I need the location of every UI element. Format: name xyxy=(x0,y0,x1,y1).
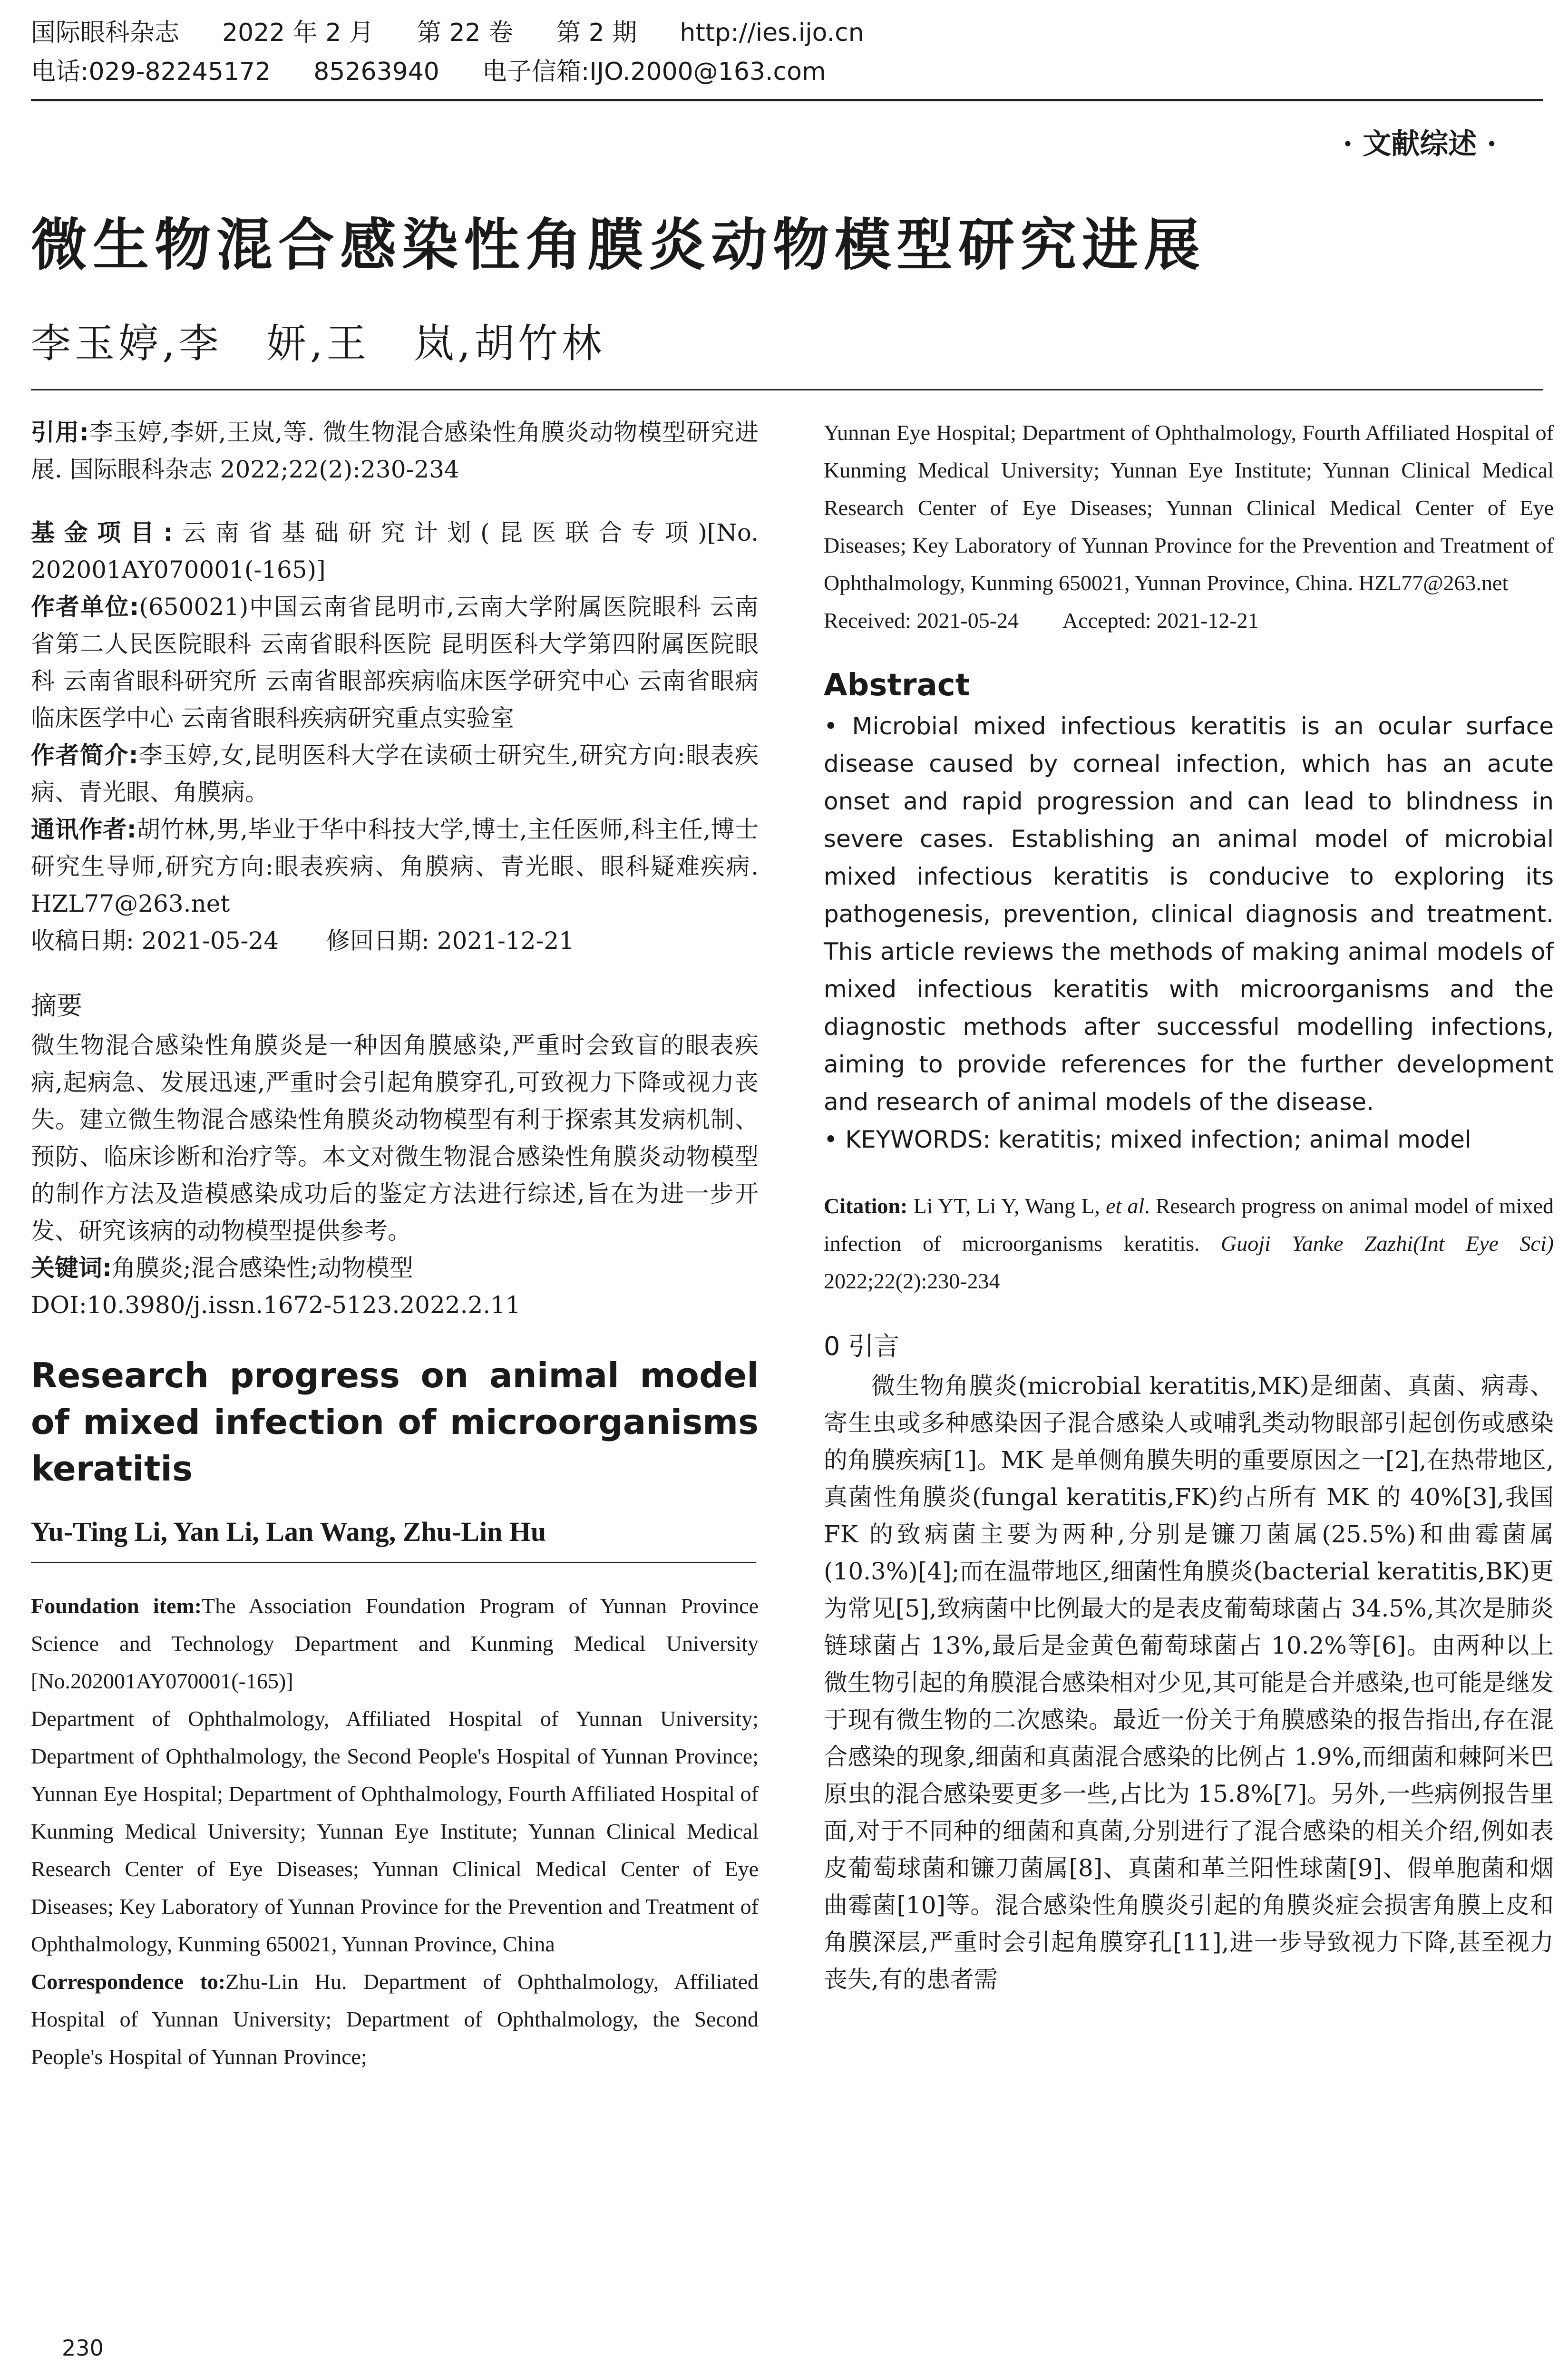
foundation-label: Foundation item: xyxy=(31,1594,202,1618)
citation-cn xyxy=(31,414,759,488)
citation-en-etal: et al xyxy=(1106,1194,1145,1218)
corresponding-author-cn xyxy=(31,811,759,922)
authors-cn: 李玉婷,李 妍,王 岚,胡竹林 xyxy=(31,320,606,367)
header-line-1 xyxy=(31,13,1543,52)
citation-en-journal: Guoji Yanke Zazhi(Int Eye Sci) xyxy=(1220,1231,1554,1256)
citation-en-title: . Research progress on animal model of mixed infection of microorganisms keratitis. xyxy=(824,1194,1554,1256)
issue-date: 2022 年 2 月 xyxy=(222,19,374,47)
header-line-2 xyxy=(31,52,1543,91)
email[interactable]: 电子信箱:IJO.2000@163.com xyxy=(482,58,826,86)
keywords-cn xyxy=(31,1249,759,1286)
citation-text: 李玉婷,李妍,王岚,等. 微生物混合感染性角膜炎动物模型研究进展. 国际眼科杂志 2022;22(2):230-234 xyxy=(31,419,759,483)
keywords-en: • KEYWORDS: keratitis; mixed infection; animal model xyxy=(824,1126,1471,1153)
doi[interactable]: DOI:10.3980/j.issn.1672-5123.2022.2.11 xyxy=(31,1291,521,1319)
affiliation-cn xyxy=(31,588,759,737)
corr-label: 通讯作者: xyxy=(31,816,136,843)
title-divider xyxy=(31,389,1543,390)
fund-label: 基金项目: xyxy=(31,519,173,546)
keywords-text: 角膜炎;混合感染性;动物模型 xyxy=(112,1254,413,1282)
citation-en-volume: 2022;22(2):230-234 xyxy=(824,1269,1000,1293)
bio-text: 李玉婷,女,昆明医科大学在读硕士研究生,研究方向:眼表疾病、青光眼、角膜病。 xyxy=(31,741,759,806)
fund-item xyxy=(31,514,759,588)
section-label: · 文献综述 · xyxy=(1343,127,1497,161)
page-number: 230 xyxy=(62,2335,104,2361)
citation-en-label: Citation: xyxy=(824,1194,908,1218)
english-title: Research progress on animal model of mixed infection of microorganisms keratitis xyxy=(31,1355,759,1489)
correspondence-en xyxy=(31,1963,759,2075)
journal-name: 国际眼科杂志 xyxy=(31,19,180,47)
left-column xyxy=(31,414,759,2075)
issue-number: 第 2 期 xyxy=(556,19,637,47)
journal-header xyxy=(31,13,1543,91)
foundation-item xyxy=(31,1587,759,1700)
phone-2: 85263940 xyxy=(313,58,439,86)
author-bio xyxy=(31,737,759,811)
right-column xyxy=(824,414,1554,1998)
english-authors: Yu-Ting Li, Yan Li, Lan Wang, Zhu-Lin Hu xyxy=(31,1516,546,1547)
article-title: 微生物混合感染性角膜炎动物模型研究进展 xyxy=(31,212,1206,278)
abstract-cn: 微生物混合感染性角膜炎是一种因角膜感染,严重时会致盲的眼表疾病,起病急、发展迅速,严重时会引起角膜穿孔,可致视力下降或视力丧失。建立微生物混合感染性角膜炎动物模型有利于探索其发病机制、预防、临床诊断和治疗等。本文对微生物混合感染性角膜炎动物模型的制作方法及造模感染成功后的鉴定方法进行综述,旨在为进一步开发、研究该病的动物模型提供参考。 xyxy=(31,1032,759,1245)
fund-text: 云南省基础研究计划(昆医联合专项)[No. 202001AY070001(-165)] xyxy=(31,519,759,584)
correspondence-label: Correspondence to: xyxy=(31,1969,226,1994)
correspondence-cont: Yunnan Eye Hospital; Department of Ophthalmology, Fourth Affiliated Hospital of Kunming Medical University; Yunnan Eye Institute; Yunnan Clinical Medical Research Center of Eye Diseases; Yunnan Clinical Medical Center of Eye Diseases; Key Laboratory of Yunnan Province for the Prevention and Treatment of Ophthalmology, Kunming 650021, Yunnan Province, China. HZL77@263.net xyxy=(824,420,1554,595)
affiliation-text: (650021)中国云南省昆明市,云南大学附属医院眼科 云南省第二人民医院眼科 云南省眼科医院 昆明医科大学第四附属医院眼科 云南省眼科研究所 云南省眼部疾病临床医学研究中心 云南省眼病临床医学中心 云南省眼科疾病研究重点实验室 xyxy=(31,593,759,732)
volume: 第 22 卷 xyxy=(417,19,514,47)
foundation-text: The Association Foundation Program of Yunnan Province Science and Technology Department and Kunming Medical University [No.202001AY070001(-165)] xyxy=(31,1594,759,1693)
affiliation-en: Department of Ophthalmology, Affiliated Hospital of Yunnan University; Department of Ophthalmology, the Second People's Hospital of Yunnan Province; Yunnan Eye Hospital; Department of Ophthalmology, Fourth Affiliated Hospital of Kunming Medical University; Yunnan Eye Institute; Yunnan Clinical Medical Research Center of Eye Diseases; Yunnan Clinical Medical Center of Eye Diseases; Key Laboratory of Yunnan Province for the Prevention and Treatment of Ophthalmology, Kunming 650021, Yunnan Province, China xyxy=(31,1706,759,1956)
dates-cn: 收稿日期: 2021-05-24 修回日期: 2021-12-21 xyxy=(31,927,575,955)
keywords-label: 关键词: xyxy=(31,1254,112,1282)
journal-url[interactable]: http://ies.ijo.cn xyxy=(680,19,864,47)
abstract-heading-en: Abstract xyxy=(824,668,970,703)
header-divider xyxy=(31,99,1543,101)
correspondence-text: Zhu-Lin Hu. Department of Ophthalmology, Affiliated Hospital of Yunnan University; Department of Ophthalmology, the Second People's Hospital of Yunnan Province; xyxy=(31,1969,759,2069)
affiliation-label: 作者单位: xyxy=(31,593,139,621)
phone: 电话:029-82245172 xyxy=(31,58,271,86)
intro-heading: 0 引言 xyxy=(824,1331,900,1361)
abstract-heading-cn: 摘要 xyxy=(31,991,82,1021)
abstract-en: • Microbial mixed infectious keratitis is an ocular surface disease caused by corneal infection, which has an acute onset and rapid progression and can lead to blindness in severe cases. Establishing an animal model of microbial mixed infectious keratitis is conducive to exploring its pathogenesis, prevention, clinical diagnosis and treatment. This article reviews the methods of making animal models of mixed infectious keratitis with microorganisms and the diagnostic methods after successful modelling infections, aiming to provide references for the further development and research of animal models of the disease. xyxy=(824,712,1554,1116)
corr-text: 胡竹林,男,毕业于华中科技大学,博士,主任医师,科主任,博士研究生导师,研究方向:眼表疾病、角膜病、青光眼、眼科疑难疾病. HZL77@263.net xyxy=(31,816,759,917)
citation-label: 引用: xyxy=(31,419,89,446)
citation-en xyxy=(824,1187,1554,1300)
received-accepted: Received: 2021-05-24 Accepted: 2021-12-21 xyxy=(824,608,1259,633)
citation-en-authors: Li YT, Li Y, Wang L, xyxy=(907,1194,1106,1218)
bio-label: 作者简介: xyxy=(31,741,138,769)
authors-divider xyxy=(31,1562,756,1563)
intro-body: 微生物角膜炎(microbial keratitis,MK)是细菌、真菌、病毒、寄生虫或多种感染因子混合感染人或哺乳类动物眼部引起创伤或感染的角膜疾病[1]。MK 是单侧角膜失明的重要原因之一[2],在热带地区,真菌性角膜炎(fungal keratitis,FK)约占所有 MK 的 40%[3],我国 FK 的致病菌主要为两种,分别是镰刀菌属(25.5%)和曲霉菌属(10.3%)[4];而在温带地区,细菌性角膜炎(bacterial keratitis,BK)更为常见[5],致病菌中比例最大的是表皮葡萄球菌占 34.5%,其次是肺炎链球菌占 13%,最后是金黄色葡萄球菌占 10.2%等[6]。由两种以上微生物引起的角膜混合感染相对少见,其可能是合并感染,也可能是继发于现有微生物的二次感染。最近一份关于角膜感染的报告指出,存在混合感染的现象,细菌和真菌混合感染的比例占 1.9%,而细菌和棘阿米巴原虫的混合感染要更多一些,占比为 15.8%[7]。另外,一些病例报告里面,对于不同种的细菌和真菌,分别进行了混合感染的相关介绍,例如表皮葡萄球菌和镰刀菌属[8]、真菌和革兰阳性球菌[9]、假单胞菌和烟曲霉菌[10]等。混合感染性角膜炎引起的角膜炎症会损害角膜上皮和角膜深层,严重时会引起角膜穿孔[11],进一步导致视力下降,甚至视力丧失,有的患者需 xyxy=(824,1372,1554,1993)
